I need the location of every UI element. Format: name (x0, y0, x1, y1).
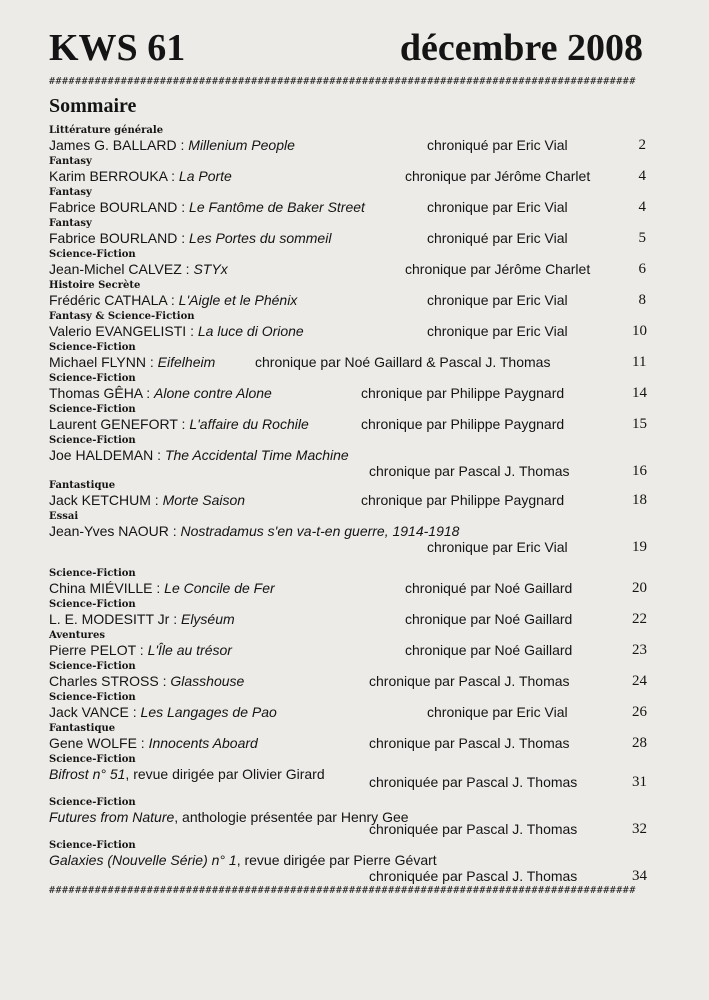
entry-category: Science-Fiction (49, 797, 136, 808)
entry-category: Science-Fiction (49, 661, 136, 672)
entry-category: Littérature générale (49, 125, 164, 136)
entry-title-line (49, 611, 235, 627)
entry-chronicler: chroniquée par Pascal J. Thomas (369, 821, 578, 837)
entry-work-title: Les Portes du sommeil (189, 230, 332, 246)
entry-page-number: 20 (632, 580, 647, 596)
entry-chronicler: chronique par Eric Vial (427, 539, 568, 555)
entry-chronicler: chronique par Eric Vial (427, 323, 568, 339)
entry-page-number: 18 (632, 492, 647, 508)
entry-author: Karim BERROUKA : (49, 168, 179, 184)
entry-title-line (49, 168, 232, 184)
entry-chronicler: chronique par Pascal J. Thomas (369, 673, 570, 689)
entry-title-line (49, 766, 325, 782)
entry-page-number: 16 (632, 463, 647, 479)
entry-page-number: 11 (632, 354, 647, 370)
entry-work-title: STYx (193, 261, 228, 277)
entry-title-line (49, 673, 244, 689)
entry-page-number: 4 (638, 168, 646, 184)
entry-page-number: 10 (632, 323, 647, 339)
entry-title-line (49, 292, 297, 308)
entry-page-number: 14 (632, 385, 647, 401)
entry-chronicler: chronique par Eric Vial (427, 199, 568, 215)
entry-work-title: Galaxies (Nouvelle Série) n° 1 (49, 852, 237, 868)
entry-work-title: L'Île au trésor (147, 642, 232, 658)
entry-chronicler: chronique par Jérôme Charlet (405, 261, 591, 277)
entry-chronicler: chronique par Pascal J. Thomas (369, 735, 570, 751)
entry-title-line (49, 385, 272, 401)
entry-chronicler: chronique par Philippe Paygnard (361, 385, 565, 401)
entry-author: Michael FLYNN : (49, 354, 158, 370)
entry-author: China MIÉVILLE : (49, 580, 165, 596)
issue-number: KWS 61 (49, 27, 186, 69)
entry-title-line (49, 852, 437, 868)
entry-page-number: 28 (632, 735, 647, 751)
entry-title-line (49, 354, 215, 370)
entry-chronicler: chronique par Philippe Paygnard (361, 492, 565, 508)
entry-work-note: , revue dirigée par Olivier Girard (125, 766, 325, 782)
entry-category: Aventures (49, 630, 105, 641)
entry-category: Fantasy (49, 156, 92, 167)
entry-category: Science-Fiction (49, 249, 136, 260)
entry-category: Fantastique (49, 480, 116, 491)
entry-category: Science-Fiction (49, 840, 136, 851)
entry-work-title: Le Concile de Fer (164, 580, 275, 596)
entry-work-note: , revue dirigée par Pierre Gévart (236, 852, 437, 868)
entry-title-line (49, 447, 349, 463)
entry-category: Essai (49, 511, 79, 522)
entry-work-title: Glasshouse (170, 673, 245, 689)
entry-category: Histoire Secrète (49, 280, 141, 291)
entry-work-title: L'affaire du Rochile (189, 416, 309, 432)
entry-page-number: 34 (632, 868, 647, 884)
entry-author: L. E. MODESITT Jr : (49, 611, 181, 627)
entry-page-number: 5 (638, 230, 646, 246)
entry-chronicler: chroniqué par Noé Gaillard (405, 580, 573, 596)
entry-title-line (49, 642, 232, 658)
entry-author: Fabrice BOURLAND : (49, 230, 190, 246)
entry-author: Frédéric CATHALA : (49, 292, 179, 308)
entry-author: Jack KETCHUM : (49, 492, 163, 508)
bottom-hash-rule: ########################################################################################## (49, 885, 636, 896)
entry-chronicler: chroniqué par Eric Vial (427, 137, 568, 153)
entry-work-title: Millenium People (188, 137, 295, 153)
entry-title-line (49, 416, 309, 432)
entry-work-title: Nostradamus s'en va-t-en guerre, 1914-1918 (180, 523, 460, 539)
entry-page-number: 31 (632, 774, 647, 790)
entry-work-title: La luce di Orione (197, 323, 304, 339)
entry-work-title: Alone contre Alone (154, 385, 272, 401)
entry-category: Fantastique (49, 723, 116, 734)
entry-chronicler: chronique par Pascal J. Thomas (369, 463, 570, 479)
entry-page-number: 2 (638, 137, 646, 153)
top-hash-rule: ########################################################################################## (49, 76, 636, 87)
entry-title-line (49, 523, 459, 539)
entry-work-title: La Porte (178, 168, 232, 184)
entry-title-line (49, 704, 277, 720)
entry-category: Fantasy (49, 218, 92, 229)
entry-page-number: 32 (632, 821, 647, 837)
entry-category: Science-Fiction (49, 692, 136, 703)
entry-page-number: 22 (632, 611, 647, 627)
entry-author: Laurent GENEFORT : (49, 416, 190, 432)
entry-page-number: 23 (632, 642, 647, 658)
entry-chronicler: chroniquée par Pascal J. Thomas (369, 774, 578, 790)
entry-work-note: , anthologie présentée par Henry Gee (174, 809, 409, 825)
entry-chronicler: chronique par Noé Gaillard (405, 611, 573, 627)
entry-title-line (49, 199, 365, 215)
issue-date: décembre 2008 (399, 27, 643, 69)
entry-chronicler: chroniquée par Pascal J. Thomas (369, 868, 578, 884)
entry-author: Gene WOLFE : (49, 735, 149, 751)
entry-chronicler: chronique par Jérôme Charlet (405, 168, 591, 184)
entry-work-title: Morte Saison (162, 492, 246, 508)
entry-chronicler: chronique par Eric Vial (427, 292, 568, 308)
entry-author: Valerio EVANGELISTI : (49, 323, 198, 339)
entry-category: Science-Fiction (49, 754, 136, 765)
entry-author: Jean-Michel CALVEZ : (49, 261, 194, 277)
entry-category: Science-Fiction (49, 342, 136, 353)
entry-work-title: Bifrost n° 51 (49, 766, 126, 782)
entry-work-title: The Accidental Time Machine (164, 447, 349, 463)
entry-work-title: Les Langages de Pao (140, 704, 277, 720)
entry-title-line (49, 735, 258, 751)
entry-page-number: 8 (638, 292, 646, 308)
entry-chronicler: chronique par Noé Gaillard (405, 642, 573, 658)
entry-category: Fantasy & Science-Fiction (49, 311, 195, 322)
entry-author: Pierre PELOT : (49, 642, 148, 658)
entry-category: Fantasy (49, 187, 92, 198)
entry-chronicler: chronique par Philippe Paygnard (361, 416, 565, 432)
entry-author: James G. BALLARD : (49, 137, 189, 153)
entry-work-title: Le Fantôme de Baker Street (189, 199, 365, 215)
entry-title-line (49, 580, 275, 596)
entry-category: Science-Fiction (49, 404, 136, 415)
entry-title-line (49, 809, 409, 825)
entry-work-title: Innocents Aboard (148, 735, 258, 751)
entry-work-title: Futures from Nature (49, 809, 175, 825)
entry-author: Jean-Yves NAOUR : (49, 523, 181, 539)
entry-work-title: Elyséum (180, 611, 235, 627)
entry-author: Joe HALDEMAN : (49, 447, 165, 463)
entry-author: Jack VANCE : (49, 704, 141, 720)
entry-category: Science-Fiction (49, 435, 136, 446)
entry-page-number: 4 (638, 199, 646, 215)
entry-chronicler: chroniqué par Eric Vial (427, 230, 568, 246)
entry-page-number: 19 (632, 539, 647, 555)
entry-author: Thomas GÊHA : (49, 385, 155, 401)
entry-title-line (49, 230, 331, 246)
entry-title-line (49, 137, 295, 153)
entry-chronicler: chronique par Eric Vial (427, 704, 568, 720)
entry-category: Science-Fiction (49, 599, 136, 610)
entry-page-number: 15 (632, 416, 647, 432)
entry-work-title: Eifelheim (157, 354, 216, 370)
entry-page-number: 24 (632, 673, 647, 689)
section-title: Sommaire (49, 95, 137, 117)
entry-category: Science-Fiction (49, 568, 136, 579)
entry-title-line (49, 261, 228, 277)
entry-page-number: 6 (638, 261, 646, 277)
entry-title-line (49, 492, 245, 508)
entry-author: Charles STROSS : (49, 673, 171, 689)
entry-page-number: 26 (632, 704, 647, 720)
entry-author: Fabrice BOURLAND : (49, 199, 190, 215)
entry-title-line (49, 323, 304, 339)
entry-chronicler: chronique par Noé Gaillard & Pascal J. Thomas (255, 354, 551, 370)
entry-category: Science-Fiction (49, 373, 136, 384)
entry-work-title: L'Aigle et le Phénix (178, 292, 298, 308)
